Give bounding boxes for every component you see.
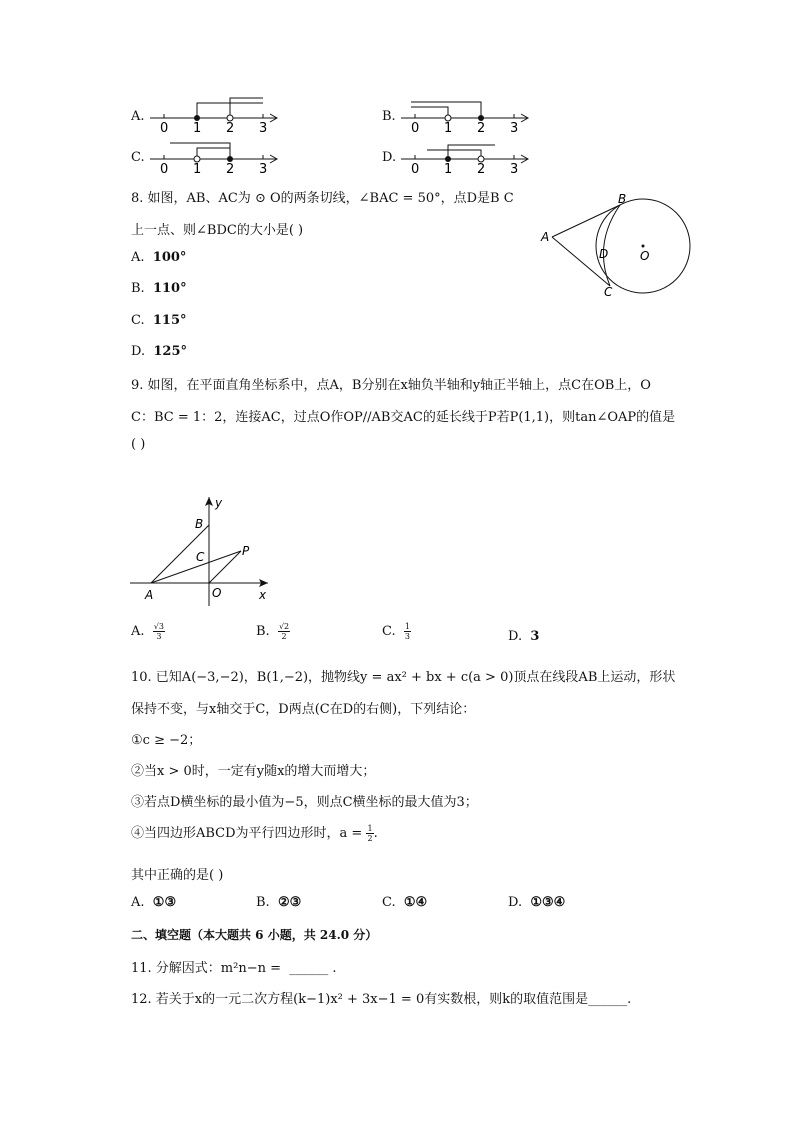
- point-label-a: A: [541, 230, 550, 244]
- q8-stem-line-2: 上一点、则∠BDC的大小是( ): [131, 223, 304, 238]
- tick-label: 3: [259, 121, 268, 136]
- tick-label: 1: [193, 162, 202, 177]
- point-label-b: B: [195, 517, 204, 531]
- q9-option-d: D. 3: [508, 629, 540, 644]
- q12-stem: 12. 若关于x的一元二次方程(k−1)x² + 3x−1 = 0有实数根，则k的取值范围是______.: [131, 992, 632, 1007]
- q10-option-c: C. ①④: [382, 895, 428, 910]
- tick-label: 1: [193, 121, 202, 136]
- q9-stem-line-3: ( ): [131, 437, 146, 452]
- q10-conclusion-3: ③若点D横坐标的最小值为−5，则点C横坐标的最大值为3；: [131, 795, 478, 810]
- tick-label: 2: [226, 121, 235, 136]
- q11-blank: ______: [289, 961, 329, 976]
- q9-stem-line-2: C：BC = 1：2，连接AC，过点O作OP//AB交AC的延长线于P若P(1,1)，则tan∠OAP的值是: [131, 410, 676, 425]
- q9-stem-line-1: 9. 如图，在平面直角坐标系中，点A，B分别在x轴负半轴和y轴正半轴上，点C在OB上，O: [131, 378, 651, 393]
- tick-label: 0: [160, 121, 169, 136]
- axis-label-x: x: [259, 588, 267, 602]
- tick-label: 3: [510, 121, 519, 136]
- q9-option-b: B. $\frac{√2}{2}$: [256, 622, 290, 641]
- tick-label: 3: [259, 162, 268, 177]
- tick-label: 3: [510, 162, 519, 177]
- tick-label: 1: [444, 121, 453, 136]
- q10-ask: 其中正确的是( ): [131, 868, 224, 883]
- q10-option-b: B. ②③: [256, 895, 302, 910]
- tick-label: 0: [411, 121, 420, 136]
- q9-option-c: C. $\frac{1}{3}$: [382, 622, 410, 641]
- q10-conclusion-1: ①c ≥ −2；: [131, 733, 202, 748]
- q9-option-a: A. $\frac{√3}{3}$: [131, 622, 164, 641]
- q7-number-line-b: [399, 92, 539, 137]
- section-heading-fill-in: 二、填空题（本大题共 6 小题，共 24.0 分）: [131, 928, 378, 942]
- tick-label: 2: [477, 121, 486, 136]
- q8-option-a: A. 100°: [131, 250, 187, 265]
- q10-stem-line-1: 10. 已知A(−3,−2)，B(1,−2)，抛物线y = ax² + bx + c(a > 0)顶点在线段AB上运动，形状: [131, 670, 676, 685]
- point-label-o: O: [640, 249, 650, 263]
- q10-stem-line-2: 保持不变，与x轴交于C，D两点(C在D的右侧)，下列结论：: [131, 702, 476, 717]
- tick-label: 2: [226, 162, 235, 177]
- q7-option-b-label: B.: [382, 109, 396, 124]
- q7-number-line-d: [399, 133, 539, 178]
- q8-option-b: B. 110°: [131, 281, 187, 296]
- q10-option-a: A. ①③: [131, 895, 177, 910]
- q7-number-line-c: [148, 133, 288, 178]
- q7-option-c-label: C.: [131, 150, 145, 165]
- q10-conclusion-4: ④当四边形ABCD为平行四边形时，a = $\frac{1}{2}$ .: [131, 824, 378, 843]
- q9-coordinate-figure: [128, 492, 278, 607]
- q11-stem: 11. 分解因式：m²n−n = ______ .: [131, 961, 337, 976]
- q7-number-line-a: [148, 92, 288, 137]
- q8-circle-figure: [535, 188, 695, 300]
- q10-conclusion-2: ②当x > 0时，一定有y随x的增大而增大；: [131, 764, 376, 779]
- tick-label: 2: [477, 162, 486, 177]
- point-label-b: B: [618, 192, 627, 206]
- point-label-p: P: [242, 544, 250, 558]
- q7-option-d-label: D.: [382, 150, 397, 165]
- q12-blank: ______: [588, 992, 628, 1007]
- q8-stem-line-1: 8. 如图，AB、AC为 ⊙ O的两条切线，∠BAC = 50°，点D是B C: [131, 191, 514, 206]
- q8-option-d: D. 125°: [131, 344, 187, 359]
- q10-option-d: D. ①③④: [508, 895, 566, 910]
- tick-label: 0: [160, 162, 169, 177]
- q8-option-c: C. 115°: [131, 313, 187, 328]
- point-label-o: O: [212, 586, 222, 600]
- point-label-d: D: [599, 247, 609, 261]
- point-label-c: C: [196, 550, 205, 564]
- point-label-c: C: [604, 285, 613, 299]
- tick-label: 1: [444, 162, 453, 177]
- point-label-a: A: [145, 588, 154, 602]
- q7-option-a-label: A.: [131, 109, 145, 124]
- tick-label: 0: [411, 162, 420, 177]
- axis-label-y: y: [215, 496, 223, 510]
